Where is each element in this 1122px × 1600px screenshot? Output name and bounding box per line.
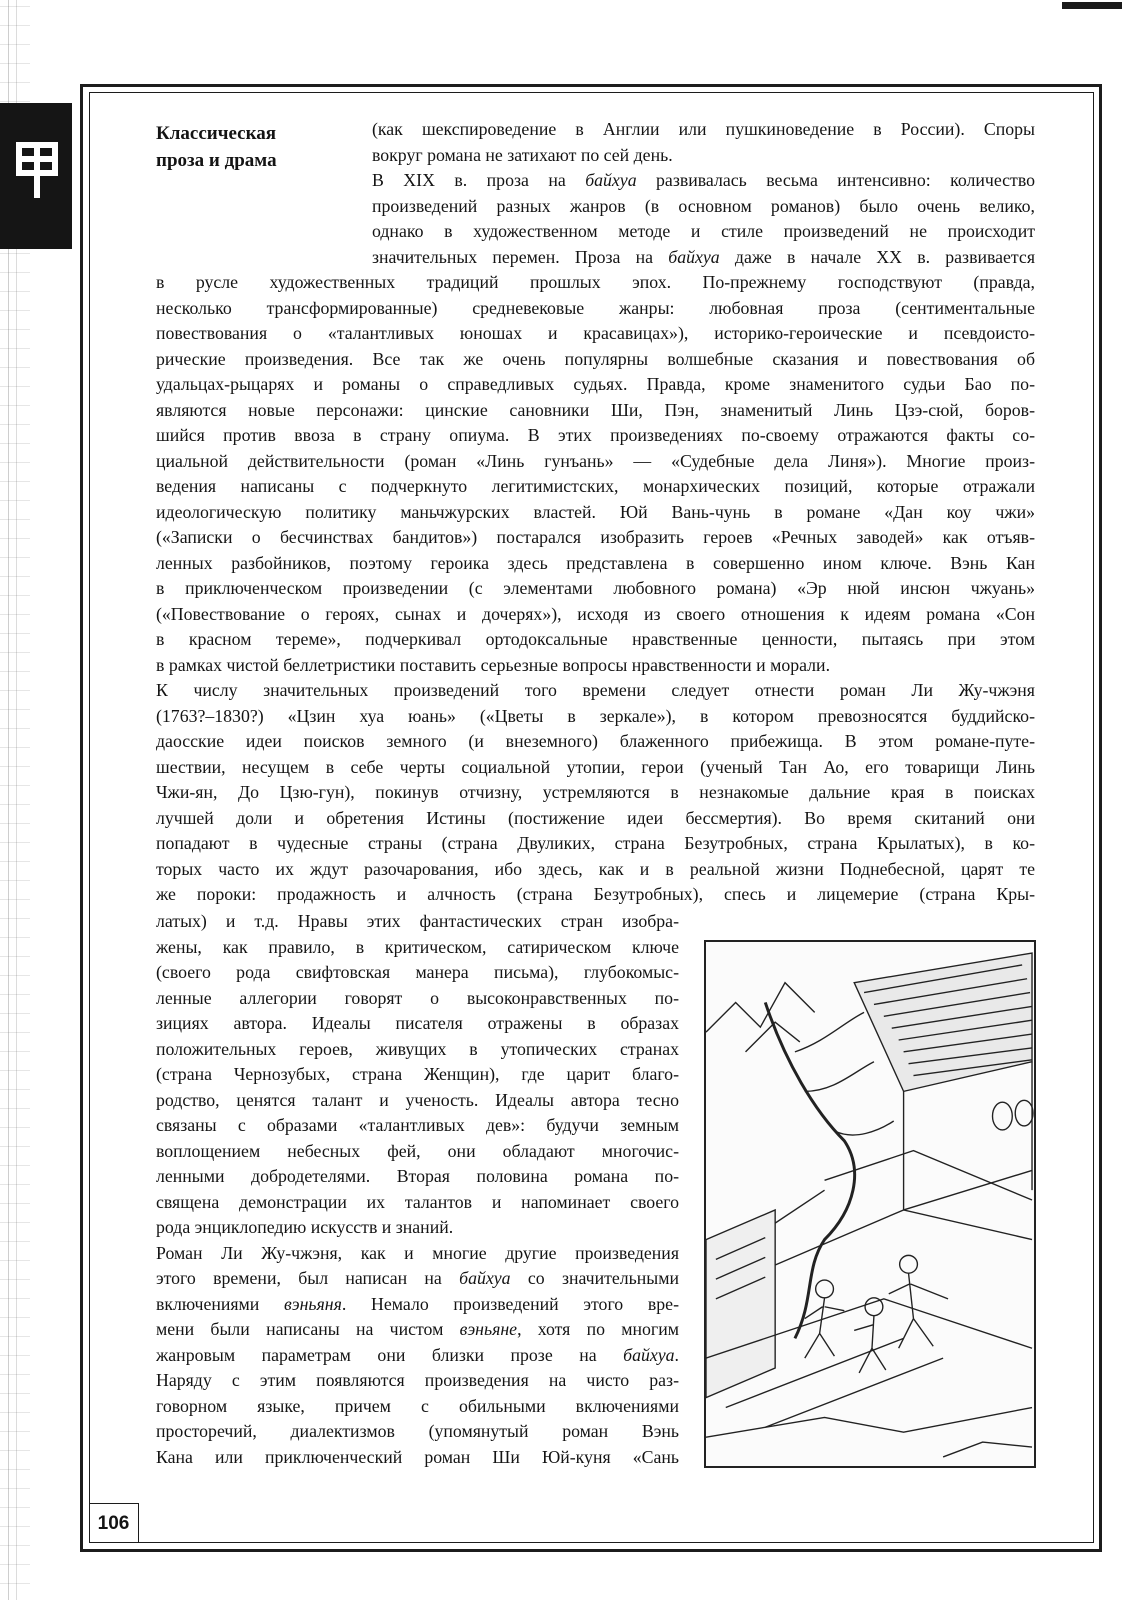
page-number: 106 <box>89 1503 139 1543</box>
scan-top-mark <box>1062 2 1122 9</box>
text-line: связаны с образами «талантливых дев»: будучи земным <box>156 1115 679 1135</box>
text-line: воплощением небесных фей, они обладают многочис- <box>156 1140 679 1161</box>
text-line: жены, как правило, в критическом, сатирическом ключе <box>156 936 679 957</box>
text-line: повествования о «талантливых юношах и красавицах»), историко-героические и псевдоисто- <box>156 323 1035 343</box>
text-line: (1763?–1830?) «Цзин хуа юань» («Цветы в зеркале»), в котором превозносятся буддийско- <box>156 705 1035 726</box>
woodcut-illustration <box>704 940 1036 1468</box>
text-line: попадают в чудесные страны (страна Двуликих, страна Безутробных, страна Крылатых), в ко- <box>156 833 1035 853</box>
text-line: жанровым параметрам они близки прозе на байхуа. <box>156 1344 679 1365</box>
text-line: шийся против ввоза в страну опиума. В этих произведениях по-своему отражаются факты со- <box>156 425 1035 445</box>
text-line: в русле художественных традиций прошлых эпох. По-прежнему господствуют (правда, <box>156 272 1035 292</box>
section-heading <box>156 120 356 174</box>
illustration-drawing <box>706 942 1034 1466</box>
text-line: рода энциклопедию искусств и знаний. <box>156 1217 454 1237</box>
text-line: (своего рода свифтовская манера письма), глубокомыс- <box>156 962 679 982</box>
text-line: Кана или приключенческий роман Ши Юй-куня «Сань <box>156 1446 679 1467</box>
text-line: в рамках чистой беллетристики поставить серьезные вопросы нравственности и морали. <box>156 654 831 675</box>
chapter-glyph-icon <box>14 139 60 199</box>
text-line: в приключенческом произведении (с элементами любовного романа) «Эр нюй инсюн чжуань» <box>156 578 1035 598</box>
body-text-main <box>156 270 1035 908</box>
text-line: являются новые персонажи: цинские сановники Ши, Пэн, знаменитый Линь Цзэ-сюй, боров- <box>156 399 1035 420</box>
text-line: Чжи-ян, До Цзю-гун), покинув отчизну, устремляются в незнакомые дальние края в поисках <box>156 782 1035 802</box>
text-line: в красном тереме», подчеркивал ортодоксальные нравственные ценности, пытаясь при этом <box>156 629 1035 649</box>
text-line: вокруг романа не затихают по сей день. <box>372 144 673 165</box>
text-line: рические произведения. Все так же очень популярны волшебные сказания и повествования об <box>156 348 1035 369</box>
text-line: К числу значительных произведений того времени следует отнести роман Ли Жу-чжэня <box>156 680 1035 700</box>
text-line: латых) и т.д. Нравы этих фантастических стран изобра- <box>156 911 679 931</box>
text-line: ленные аллегории говорят о высоконравственных по- <box>156 987 679 1008</box>
text-line: лучшей доли и обретения Истины (постижение идеи бессмертия). Во время скитаний они <box>156 807 1035 828</box>
text-line: шествии, несущем в себе черты социальной утопии, герои (ученый Тан Ао, его товарищи Линь <box>156 756 1035 777</box>
section-heading-line-2: проза и драма <box>156 150 277 171</box>
text-line: положительных героев, живущих в утопических странах <box>156 1038 679 1059</box>
text-line: значительных перемен. Проза на байхуа даже в начале XX в. развивается <box>372 246 1035 267</box>
body-text-top <box>372 117 1035 270</box>
text-line: В XIX в. проза на байхуа развивалась весьма интенсивно: количество <box>372 170 1035 190</box>
text-line: удальцах-рыцарях и романы о справедливых судьях. Правда, кроме знаменитого судьи Бао по- <box>156 374 1035 394</box>
text-line: даосские идеи поисков земного (и внеземного) блаженного прибежища. В этом романе-путе- <box>156 731 1035 751</box>
text-line: же пороки: продажность и алчность (страна Безутробных), спесь и лицемерие (страна Кры- <box>156 884 1035 904</box>
chapter-side-tab <box>0 103 72 249</box>
italic-term: байхуа <box>668 246 720 267</box>
body-text-left-column <box>156 909 679 1470</box>
italic-term: байхуа <box>459 1268 511 1288</box>
text-line: просторечий, диалектизмов (упомянутый роман Вэнь <box>156 1421 679 1441</box>
text-line: родство, ценятся талант и ученость. Идеалы автора тесно <box>156 1089 679 1110</box>
text-line: мени были написаны на чистом вэньяне, хотя по многим <box>156 1319 679 1339</box>
text-line: (страна Чернозубых, страна Женщин), где царит благо- <box>156 1064 679 1084</box>
text-line: этого времени, был написан на байхуа со значительными <box>156 1268 679 1288</box>
italic-term: вэньяне <box>459 1319 518 1339</box>
italic-term: байхуа <box>585 170 637 190</box>
text-line: торых часто их ждут разочарования, ибо здесь, как и в реальной жизни Поднебесной, царят те <box>156 858 1035 879</box>
section-heading-line-1: Классическая <box>156 123 277 144</box>
text-line: ведения написаны с подчеркнуто легитимистских, монархических позиций, которые отражали <box>156 476 1035 496</box>
text-line: ленными добродетелями. Вторая половина романа по- <box>156 1166 679 1186</box>
italic-term: вэньяня <box>284 1293 342 1314</box>
text-line: священа демонстрации их талантов и напоминает своего <box>156 1191 679 1212</box>
text-line: произведений разных жанров (в основном романов) было очень велико, <box>372 195 1035 216</box>
text-line: говорном языке, причем с обильными включениями <box>156 1395 679 1416</box>
italic-term: байхуа <box>623 1344 675 1365</box>
text-line: циальной действительности (роман «Линь гунъань» — «Судебные дела Линя»). Многие произ- <box>156 450 1035 471</box>
text-line: зициях автора. Идеалы писателя отражены в образах <box>156 1013 679 1033</box>
text-line: включениями вэньяня. Немало произведений этого вре- <box>156 1293 679 1314</box>
text-line: идеологическую политику маньчжурских властей. Юй Вань-чунь в романе «Дан коу чжи» <box>156 501 1035 522</box>
text-line: («Записки о бесчинствах бандитов») постарался изобразить героев «Речных заводей» как отъяв- <box>156 527 1035 547</box>
text-line: ленных разбойников, поэтому героика здесь представлена в совершенно ином ключе. Вэнь Кан <box>156 552 1035 573</box>
text-line: («Повествование о героях, сынах и дочерях»), исходя из своего отношения к идеям романа «Сон <box>156 603 1035 624</box>
text-line: несколько трансформированные) средневековые жанры: любовная проза (сентиментальные <box>156 297 1035 318</box>
text-line: Роман Ли Жу-чжэня, как и многие другие произведения <box>156 1242 679 1263</box>
text-line: (как шекспироведение в Англии или пушкиноведение в России). Споры <box>372 119 1035 139</box>
text-line: Наряду с этим появляются произведения на чисто раз- <box>156 1370 679 1390</box>
text-line: однако в художественном методе и стиле произведений не происходит <box>372 221 1035 241</box>
